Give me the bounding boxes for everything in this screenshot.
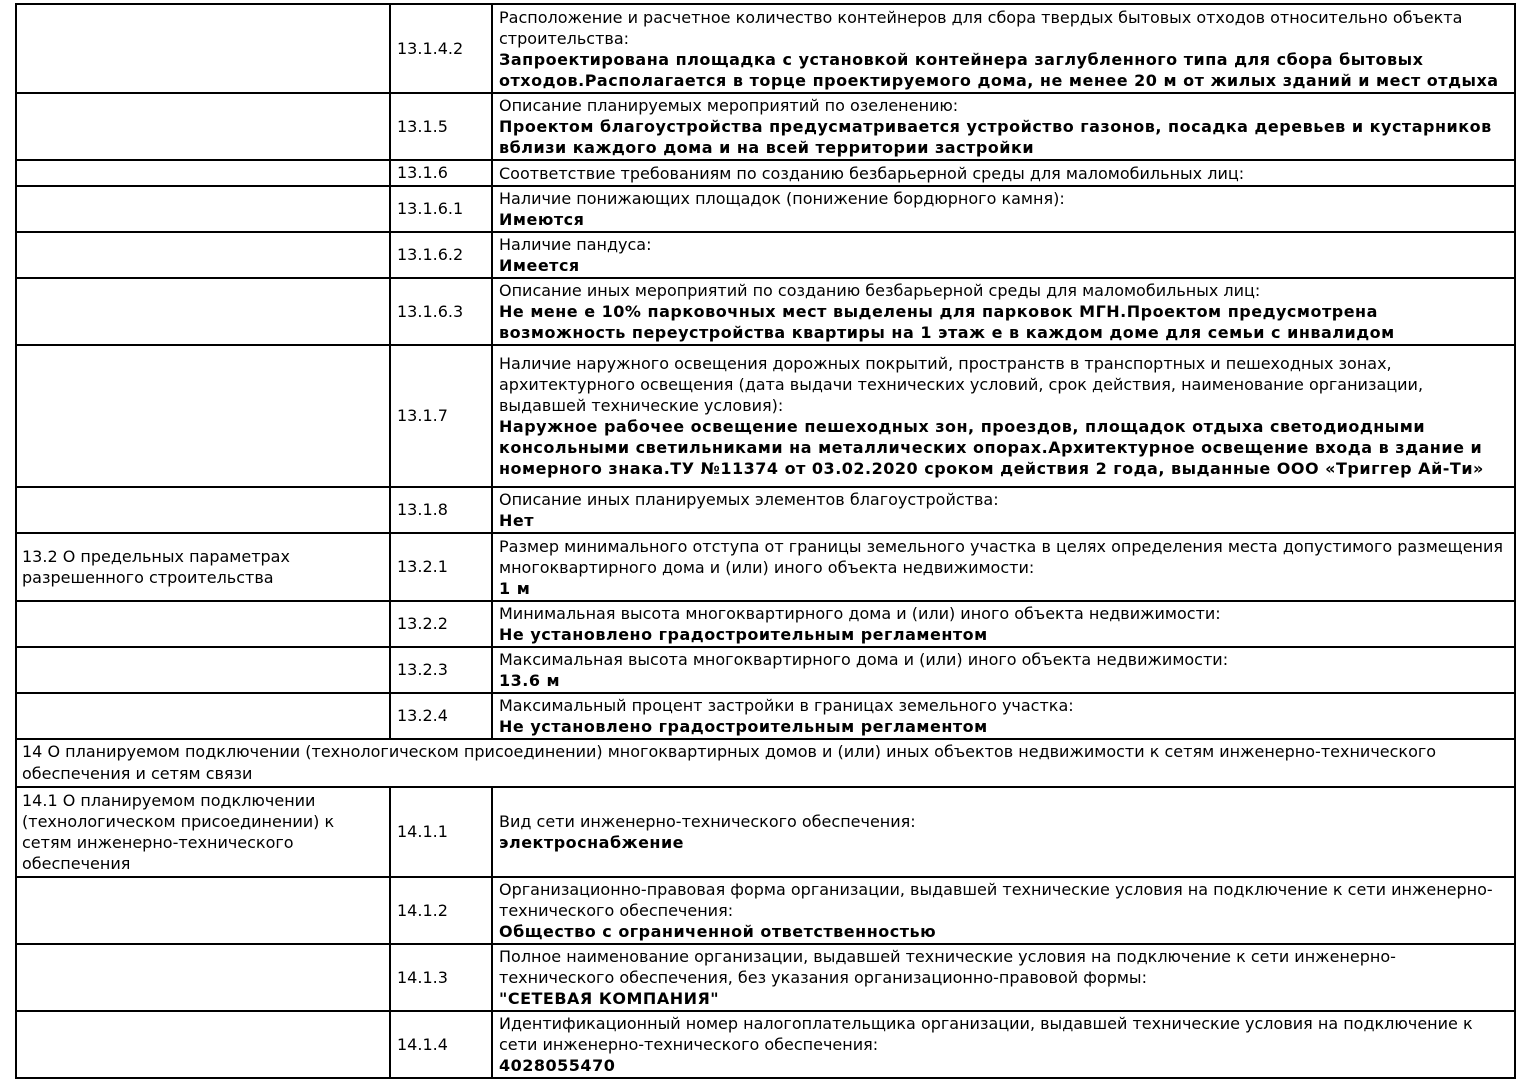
field-value: Не установлено градостроительным регламентом [499, 717, 988, 736]
field-value: Не мене е 10% парковочных мест выделены для парковок МГН.Проектом предусмотрена возможность переустройства квартиры на 1 этаж е в каждом доме для семьи с инвалидом [499, 302, 1395, 342]
row-section-empty-cell [16, 693, 390, 739]
row-code-cell: 13.2.4 [390, 693, 492, 739]
row-code-cell: 14.1.2 [390, 877, 492, 944]
row-section-empty-cell [16, 877, 390, 944]
row-content-cell [492, 877, 1515, 944]
row-section-empty-cell [16, 647, 390, 693]
row-section-empty-cell [16, 232, 390, 278]
row-content-cell [492, 345, 1515, 487]
declaration-table [15, 3, 1516, 1079]
field-value: Не установлено градостроительным регламентом [499, 625, 988, 644]
row-content-cell [492, 278, 1515, 345]
row-code-cell: 13.2.1 [390, 533, 492, 601]
declaration-page [0, 3, 1529, 1080]
field-label: Максимальный процент застройки в границах земельного участка: [499, 696, 1074, 715]
row-content-cell [492, 787, 1515, 877]
row-code-cell: 13.1.4.2 [390, 4, 492, 93]
row-section-label-cell: 13.2 О предельных параметрах разрешенного строительства [16, 533, 390, 601]
field-value: 1 м [499, 578, 531, 598]
table-row [16, 186, 1515, 232]
row-section-empty-cell [16, 1011, 390, 1078]
row-section-empty-cell [16, 345, 390, 487]
row-code-cell: 13.1.6 [390, 160, 492, 186]
field-value: 13.6 м [499, 671, 561, 690]
row-code-cell: 13.1.8 [390, 487, 492, 533]
field-value: 4028055470 [499, 1056, 616, 1075]
table-row [16, 533, 1515, 601]
row-code-cell: 14.1.4 [390, 1011, 492, 1078]
row-code-cell: 14.1.3 [390, 944, 492, 1011]
table-row [16, 232, 1515, 278]
table-row [16, 487, 1515, 533]
row-code-cell: 13.1.5 [390, 93, 492, 160]
row-content-cell [492, 186, 1515, 232]
row-code-cell: 13.1.6.3 [390, 278, 492, 345]
row-section-empty-cell [16, 186, 390, 232]
row-section-empty-cell [16, 93, 390, 160]
row-section-empty-cell [16, 278, 390, 345]
field-label: Идентификационный номер налогоплательщика организации, выдавшей технические условия на подключение к сети инженерно-технического обеспечения: [499, 1014, 1473, 1054]
field-value: Проектом благоустройства предусматривается устройство газонов, посадка деревьев и кустарников вблизи каждого дома и на всей территории застройки [499, 117, 1492, 157]
field-value: Нет [499, 511, 535, 530]
row-code-cell: 14.1.1 [390, 787, 492, 877]
table-row [16, 278, 1515, 345]
row-section-empty-cell [16, 944, 390, 1011]
row-code-cell: 13.2.2 [390, 601, 492, 647]
table-row [16, 944, 1515, 1011]
table-row [16, 877, 1515, 944]
table-row [16, 93, 1515, 160]
table-row [16, 647, 1515, 693]
row-content-cell [492, 533, 1515, 601]
field-value: Имеется [499, 256, 580, 275]
row-content-cell [492, 647, 1515, 693]
table-row [16, 787, 1515, 877]
table-row [16, 693, 1515, 739]
row-section-empty-cell [16, 601, 390, 647]
field-label: Описание планируемых мероприятий по озеленению: [499, 96, 959, 115]
field-label: Расположение и расчетное количество контейнеров для сбора твердых бытовых отходов относительно объекта строительства: [499, 7, 1463, 48]
field-label: Соответствие требованиям по созданию безбарьерной среды для маломобильных лиц: [499, 163, 1245, 183]
field-value: Общество с ограниченной ответственностью [499, 922, 937, 941]
field-label: Вид сети инженерно-технического обеспечения: [499, 812, 916, 831]
row-section-label-cell: 14.1 О планируемом подключении (технологическом присоединении) к сетям инженерно-технического обеспечения [16, 787, 390, 877]
table-row [16, 4, 1515, 93]
field-label: Наличие пандуса: [499, 235, 652, 254]
table-row [16, 1011, 1515, 1078]
field-label: Наличие наружного освещения дорожных покрытий, пространств в транспортных и пешеходных зонах, архитектурного освещения (дата выдачи технических условий, срок действия, наименование организации, выдавшей технические условия): [499, 354, 1424, 415]
field-value: Имеются [499, 210, 585, 229]
field-label: Описание иных мероприятий по созданию безбарьерной среды для маломобильных лиц: [499, 281, 1261, 300]
table-row [16, 345, 1515, 487]
field-label: Размер минимального отступа от границы земельного участка в целях определения места допустимого размещения многоквартирного дома и (или) иного объекта недвижимости: [499, 536, 1504, 577]
row-section-empty-cell [16, 487, 390, 533]
field-label: Минимальная высота многоквартирного дома и (или) иного объекта недвижимости: [499, 604, 1221, 623]
field-label: Полное наименование организации, выдавшей технические условия на подключение к сети инженерно-технического обеспечения, без указания организационно-правовой формы: [499, 947, 1396, 987]
row-section-empty-cell [16, 160, 390, 186]
declaration-table-body [16, 4, 1515, 1078]
field-label: Наличие понижающих площадок (понижение бордюрного камня): [499, 189, 1065, 208]
row-content-cell [492, 4, 1515, 93]
section-header-text: 14 О планируемом подключении (технологическом присоединении) многоквартирных домов и (или) иных объектов недвижимости к сетям инженерно-технического обеспечения и сетям связи [22, 742, 1437, 783]
field-value: Запроектирована площадка с установкой контейнера заглубленного типа для сбора бытовых отходов.Располагается в торце проектируемого дома, не менее 20 м от жилых зданий и мест отдыха [499, 49, 1499, 90]
row-content-cell [492, 601, 1515, 647]
row-code-cell: 13.1.6.1 [390, 186, 492, 232]
field-label: Максимальная высота многоквартирного дома и (или) иного объекта недвижимости: [499, 650, 1229, 669]
field-value: Наружное рабочее освещение пешеходных зон, проездов, площадок отдыха светодиодными консольными светильниками на металлических опорах.Архитектурное освещение входа в здание и номерного знака.ТУ №11374 от 03.02.2020 сроком действия 2 года, выданные ООО «Триггер Ай-Ти» [499, 417, 1484, 478]
row-content-cell [492, 693, 1515, 739]
field-label: Описание иных планируемых элементов благоустройства: [499, 490, 999, 509]
field-label: Организационно-правовая форма организации, выдавшей технические условия на подключение к сети инженерно-технического обеспечения: [499, 880, 1493, 920]
row-content-cell [492, 944, 1515, 1011]
field-value: "СЕТЕВАЯ КОМПАНИЯ" [499, 989, 720, 1008]
row-content-cell [492, 160, 1515, 186]
table-row [16, 601, 1515, 647]
row-section-empty-cell [16, 4, 390, 93]
section-header-cell [16, 739, 1515, 787]
row-content-cell [492, 487, 1515, 533]
field-value: электроснабжение [499, 833, 685, 852]
section-header-row [16, 739, 1515, 787]
row-content-cell [492, 1011, 1515, 1078]
row-code-cell: 13.1.6.2 [390, 232, 492, 278]
row-code-cell: 13.2.3 [390, 647, 492, 693]
row-content-cell [492, 232, 1515, 278]
table-row [16, 160, 1515, 186]
row-content-cell [492, 93, 1515, 160]
row-code-cell: 13.1.7 [390, 345, 492, 487]
